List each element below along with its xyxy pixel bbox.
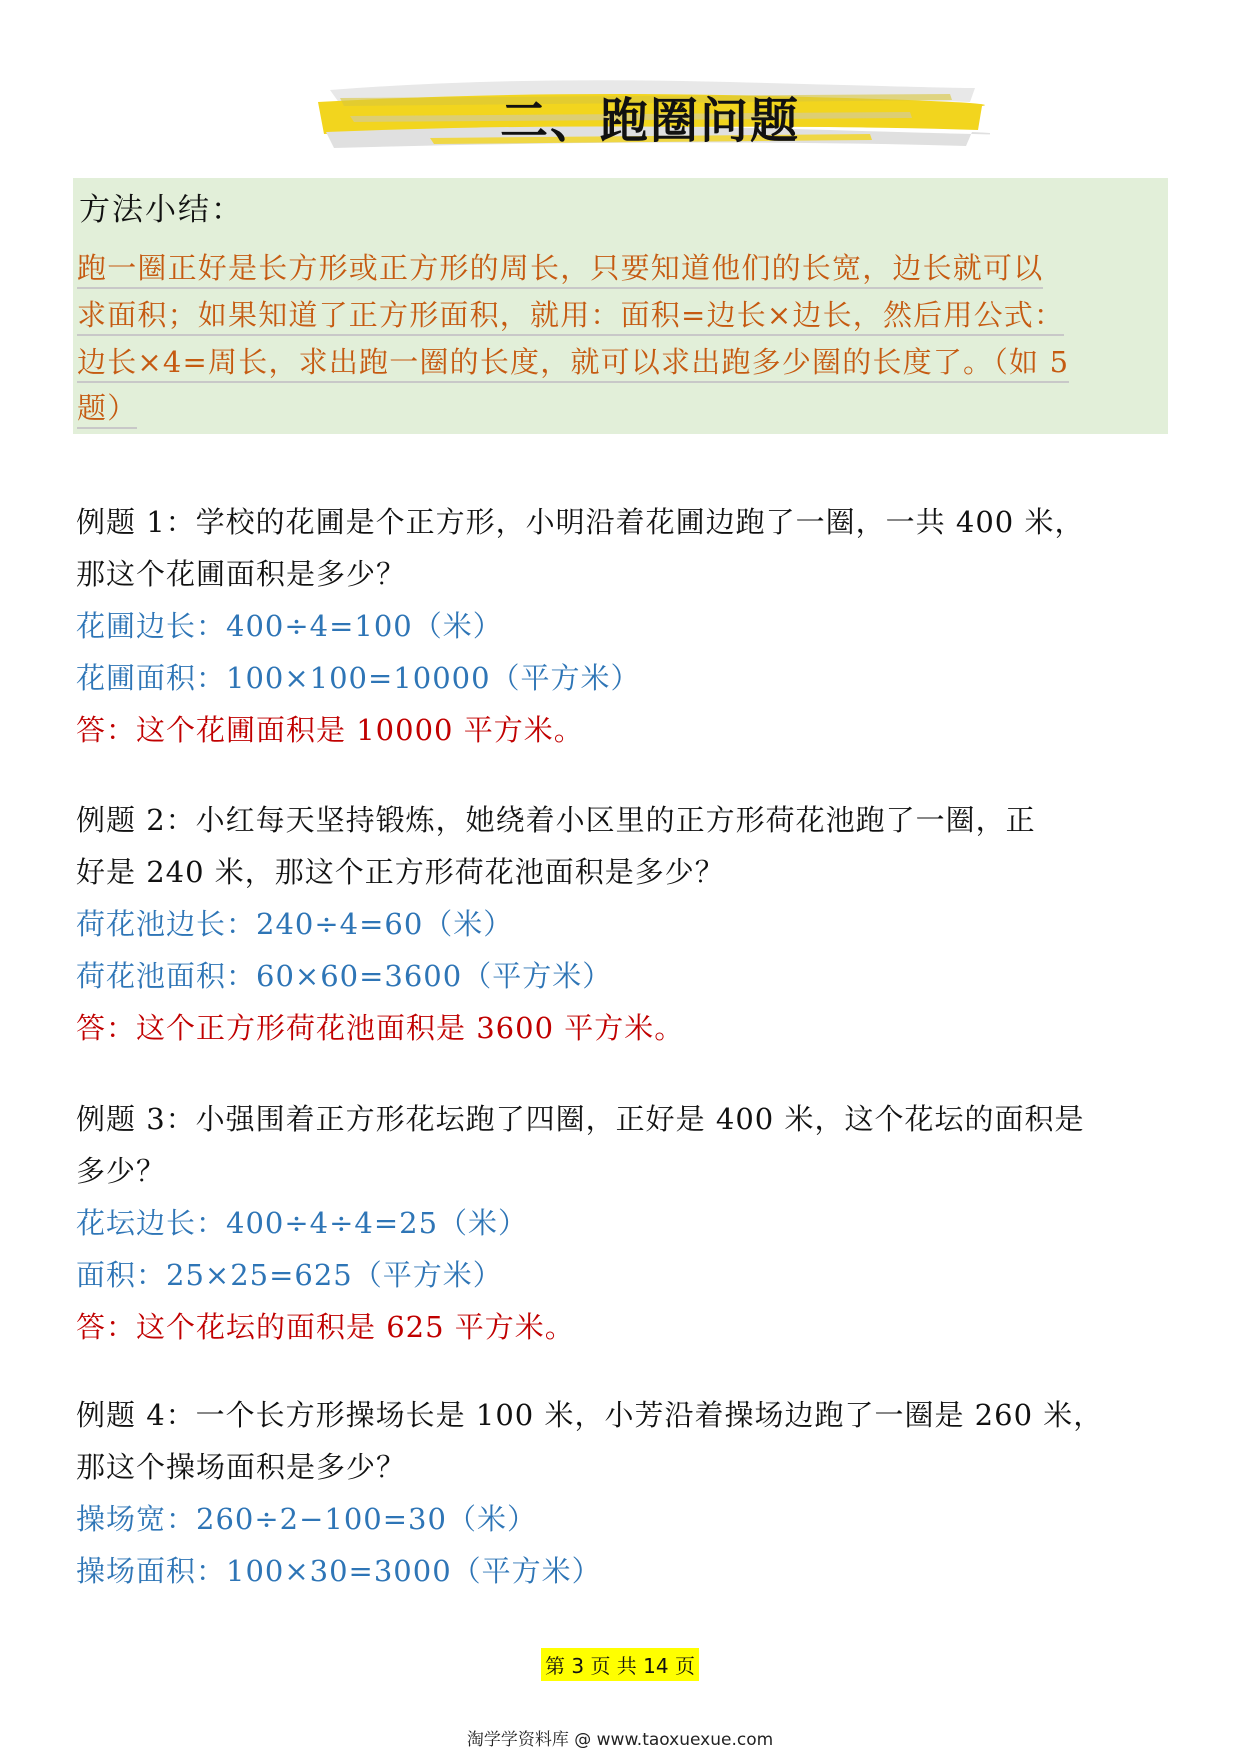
example-2-answer: 答：这个正方形荷花池面积是 3600 平方米。 — [76, 1011, 685, 1045]
summary-heading: 方法小结： — [79, 192, 244, 228]
summary-line-text: 求面积；如果知道了正方形面积，就用：面积=边长×边长，然后用公式： — [77, 298, 1064, 336]
summary-line — [77, 246, 1043, 290]
example-1-answer: 答：这个花圃面积是 10000 平方米。 — [76, 713, 584, 747]
example-1-step-1: 花圃边长：400÷4=100（米） — [76, 609, 503, 643]
title-banner — [310, 72, 990, 158]
example-2-step-1: 荷花池边长：240÷4=60（米） — [76, 907, 514, 941]
summary-line-text: 题） — [77, 391, 137, 429]
example-4-question-line-2: 那这个操场面积是多少？ — [76, 1450, 407, 1484]
summary-line-text: 跑一圈正好是长方形或正方形的周长，只要知道他们的长宽，边长就可以 — [77, 251, 1043, 289]
example-4-step-2: 操场面积：100×30=3000（平方米） — [76, 1554, 602, 1588]
example-3-question-line-2: 多少？ — [76, 1154, 167, 1188]
example-4-question-line-1: 例题 4：一个长方形操场长是 100 米，小芳沿着操场边跑了一圈是 260 米， — [76, 1398, 1104, 1432]
example-2-question-line-2: 好是 240 米，那这个正方形荷花池面积是多少？ — [76, 855, 725, 889]
example-2-step-2: 荷花池面积：60×60=3600（平方米） — [76, 959, 613, 993]
summary-line — [77, 386, 137, 430]
summary-line — [77, 340, 1069, 384]
page-title: 二、跑圈问题 — [499, 93, 800, 149]
example-1-question-line-1: 例题 1：学校的花圃是个正方形，小明沿着花圃边跑了一圈，一共 400 米， — [76, 505, 1085, 539]
footer-watermark: 淘学学资料库 @ www.taoxuexue.com — [466, 1730, 774, 1750]
example-3-step-2: 面积：25×25=625（平方米） — [76, 1258, 503, 1292]
example-3-answer: 答：这个花坛的面积是 625 平方米。 — [76, 1310, 575, 1344]
summary-line-text: 边长×4=周长，求出跑一圈的长度，就可以求出跑多少圈的长度了。（如 5 — [77, 345, 1069, 383]
example-4-step-1: 操场宽：260÷2−100=30（米） — [76, 1502, 537, 1536]
example-3-step-1: 花坛边长：400÷4÷4=25（米） — [76, 1206, 529, 1240]
example-1-question-line-2: 那这个花圃面积是多少？ — [76, 557, 407, 591]
example-1-step-2: 花圃面积：100×100=10000（平方米） — [76, 661, 641, 695]
method-summary-box — [73, 178, 1168, 434]
example-2-question-line-1: 例题 2：小红每天坚持锻炼，她绕着小区里的正方形荷花池跑了一圈，正 — [76, 803, 1036, 837]
summary-line — [77, 293, 1064, 337]
page-number: 第 3 页 共 14 页 — [541, 1648, 699, 1681]
example-3-question-line-1: 例题 3：小强围着正方形花坛跑了四圈，正好是 400 米，这个花坛的面积是 — [76, 1102, 1085, 1136]
